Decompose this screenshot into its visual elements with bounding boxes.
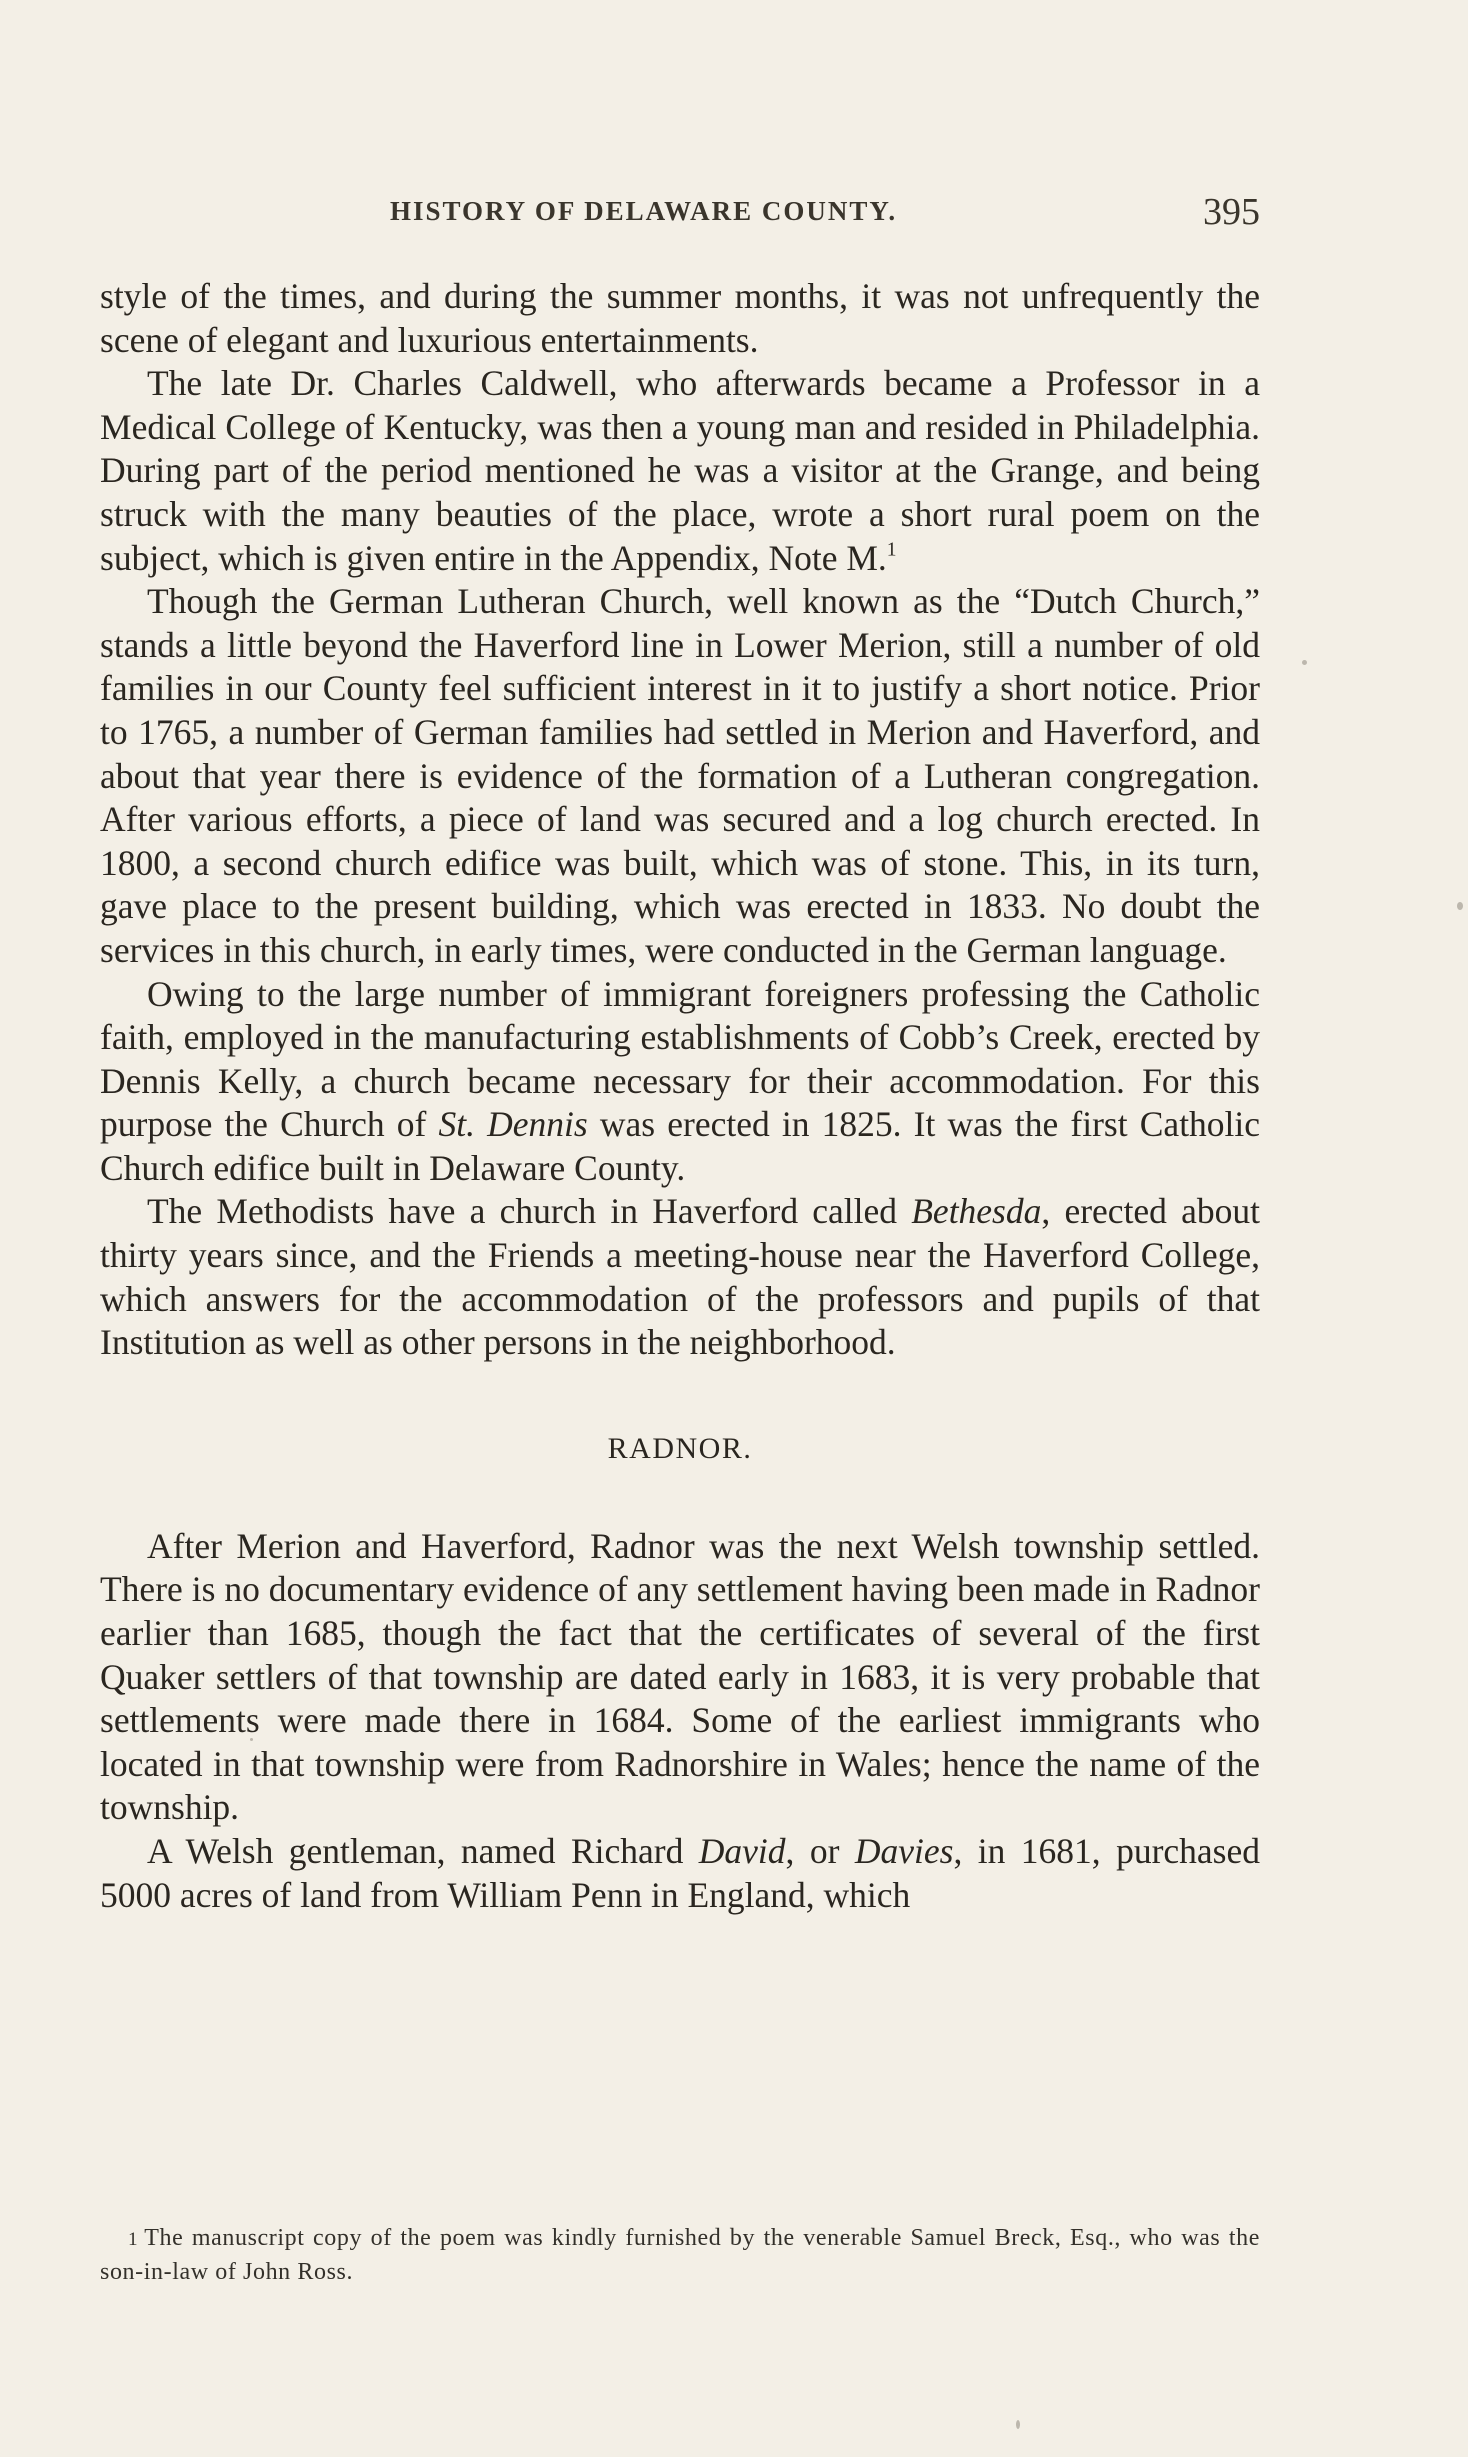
footnote-1	[100, 2222, 1260, 2289]
footnotes	[100, 2222, 1260, 2289]
paper-speck	[1457, 902, 1463, 910]
paragraph-7-text-c: , in 1681, purchased 5000 acres of land from William Penn in England, which	[100, 1831, 1261, 1915]
paragraph-7-text-a: A Welsh gentleman, named Richard	[147, 1831, 684, 1871]
paragraph-5	[100, 1190, 1260, 1364]
surname-david: David	[698, 1831, 786, 1871]
paper-speck	[1016, 2420, 1020, 2429]
paragraph-5-text-a: The Methodists have a church in Haverford called	[147, 1191, 898, 1232]
paper-speck	[250, 1738, 253, 1741]
page-header	[100, 192, 1260, 242]
footnote-marker: 1	[128, 2229, 139, 2250]
paragraph-1-text: style of the times, and during the summer months, it was not unfrequently the scene of elegant and luxurious entertainments.	[100, 276, 1260, 360]
paragraph-4	[100, 973, 1260, 1191]
paragraph-7	[100, 1830, 1260, 1917]
paragraph-3-text: Though the German Lutheran Church, well known as the “Dutch Church,” stands a little beyond the Haverford line in Lower Merion, still a number of old families in our County feel sufficient interest in it to justify a short notice. Prior to 1765, a number of German families had settled in Merion and Haverford, and about that year there is evidence of the formation of a Lutheran congregation. After various efforts, a piece of land was secured and a log church erected. In 1800, a second church edifice was built, which was of stone. This, in its turn, gave place to the present building, which was erected in 1833. No doubt the services in this church, in early times, were conducted in the German language.	[100, 581, 1260, 970]
paragraph-2	[100, 362, 1260, 580]
church-name-bethesda: Bethesda	[911, 1191, 1042, 1232]
paragraph-4-text-a: Owing to the large number of immigrant foreigners professing the Catholic faith, employed in the manufacturing establishments of Cobb’s Creek, erected by Dennis Kelly, a church became necessary for their accommodation. For this purpose the Church of	[100, 973, 1260, 1145]
paragraph-5-text-b: , erected about thirty years since, and the Friends a meeting-house near the Haverford College, which answers for the accommodation of the professors and pupils of that Institution as well as other persons in the neighborhood.	[100, 1191, 1261, 1363]
section-heading-radnor: RADNOR.	[607, 1431, 753, 1465]
paragraph-1	[100, 275, 1260, 362]
paragraph-6-text: After Merion and Haverford, Radnor was the next Welsh township settled. There is no documentary evidence of any settlement having been made in Radnor earlier than 1685, though the fact that the certificates of several of the first Quaker settlers of that township are dated early in 1683, it is very probable that settlements were made there in 1684. Some of the earliest immigrants who located in that township were from Radnorshire in Wales; hence the name of the township.	[100, 1525, 1260, 1828]
paragraph-2-text: The late Dr. Charles Caldwell, who afterwards became a Professor in a Medical College of Kentucky, was then a young man and resided in Philadelphia. During part of the period mentioned he was a visitor at the Grange, and being struck with the many beauties of the place, wrote a short rural poem on the subject, which is given entire in the Appendix, Note M.	[100, 363, 1260, 578]
page-number: 395	[1203, 191, 1260, 233]
paragraph-4-text-b: was erected in 1825. It was the first Catholic Church edifice built in Delaware County.	[100, 1104, 1261, 1188]
paragraph-6	[100, 1525, 1260, 1830]
surname-davies: Davies	[854, 1831, 954, 1871]
paragraph-7-text-b: , or	[785, 1831, 840, 1871]
body-text	[100, 275, 1260, 1917]
running-title: HISTORY OF DELAWARE COUNTY.	[390, 196, 898, 226]
church-name-st-dennis: St. Dennis	[438, 1104, 588, 1145]
paragraph-3	[100, 580, 1260, 972]
footnote-text: The manuscript copy of the poem was kindly furnished by the venerable Samuel Breck, Esq., who was the son-in-law of John Ross.	[100, 2225, 1260, 2285]
paper-speck	[1302, 660, 1307, 665]
footnote-reference: 1	[886, 538, 897, 560]
